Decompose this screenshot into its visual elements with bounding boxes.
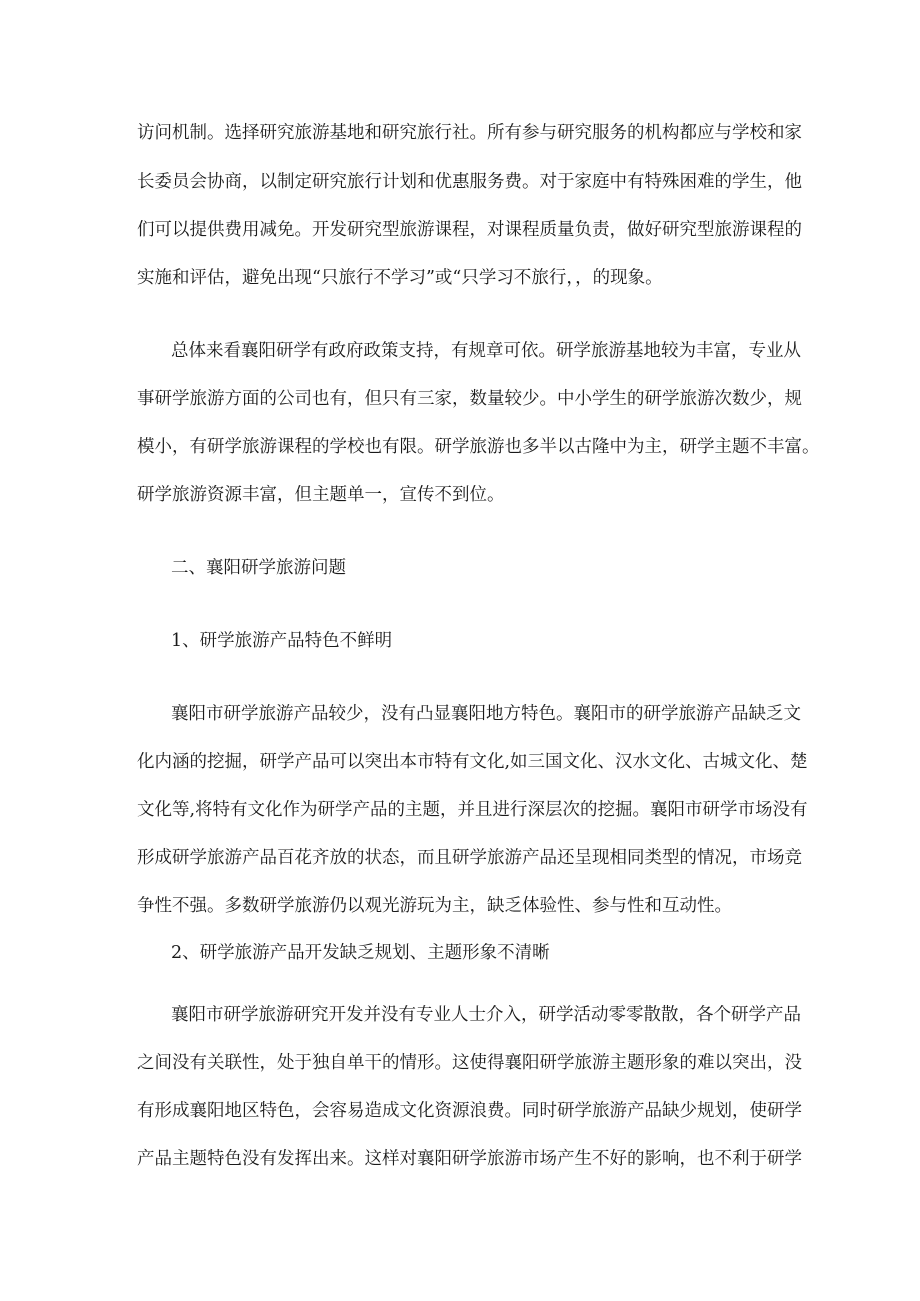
para3-line-2: 化内涵的挖掘，研学产品可以突出本市特有文化,如三国文化、汉水文化、古城文化、楚 [137,752,808,772]
para1-line-3: 们可以提供费用减免。开发研究型旅游课程，对课程质量负责，做好研究型旅游课程的 [137,220,802,240]
para3-line-4: 形成研学旅游产品百花齐放的状态，而且研学旅游产品还呈现相同类型的情况，市场竞 [137,848,802,868]
section-heading: 二、襄阳研学旅游问题 [171,558,346,578]
para4-line-2: 之间没有关联性，处于独自单干的情形。这使得襄阳研学旅游主题形象的难以突出，没 [137,1053,802,1073]
subsection-2-heading: 2、研学旅游产品开发缺乏规划、主题形象不清晰 [171,943,550,963]
para3-line-1: 襄阳市研学旅游产品较少，没有凸显襄阳地方特色。襄阳市的研学旅游产品缺乏文 [171,704,801,724]
para1-line-4: 实施和评估，避免出现“只旅行不学习”或“只学习不旅行，，的现象。 [137,268,663,288]
para1-line-1: 访问机制。选择研究旅游基地和研究旅行社。所有参与研究服务的机构都应与学校和家 [137,123,802,143]
para2-line-1: 总体来看襄阳研学有政府政策支持，有规章可依。研学旅游基地较为丰富，专业从 [171,341,801,361]
para4-line-4: 产品主题特色没有发挥出来。这样对襄阳研学旅游市场产生不好的影响，也不利于研学 [137,1149,802,1169]
subsection-1-heading: 1、研学旅游产品特色不鲜明 [171,631,393,651]
para4-line-3: 有形成襄阳地区特色，会容易造成文化资源浪费。同时研学旅游产品缺少规划，使研学 [137,1101,802,1121]
para3-line-5: 争性不强。多数研学旅游仍以观光游玩为主，缺乏体验性、参与性和互动性。 [137,896,732,916]
para2-line-3: 模小，有研学旅游课程的学校也有限。研学旅游也多半以古隆中为主，研学主题不丰富。 [137,437,820,457]
para4-line-1: 襄阳市研学旅游研究开发并没有专业人士介入，研学活动零零散散，各个研学产品 [171,1005,801,1025]
para2-line-4: 研学旅游资源丰富，但主题单一，宣传不到位。 [137,485,505,505]
para2-line-2: 事研学旅游方面的公司也有，但只有三家，数量较少。中小学生的研学旅游次数少，规 [137,389,802,409]
para1-line-2: 长委员会协商，以制定研究旅行计划和优惠服务费。对于家庭中有特殊困难的学生，他 [137,172,802,192]
para3-line-3: 文化等,将特有文化作为研学产品的主题，并且进行深层次的挖掘。襄阳市研学市场没有 [137,800,808,820]
